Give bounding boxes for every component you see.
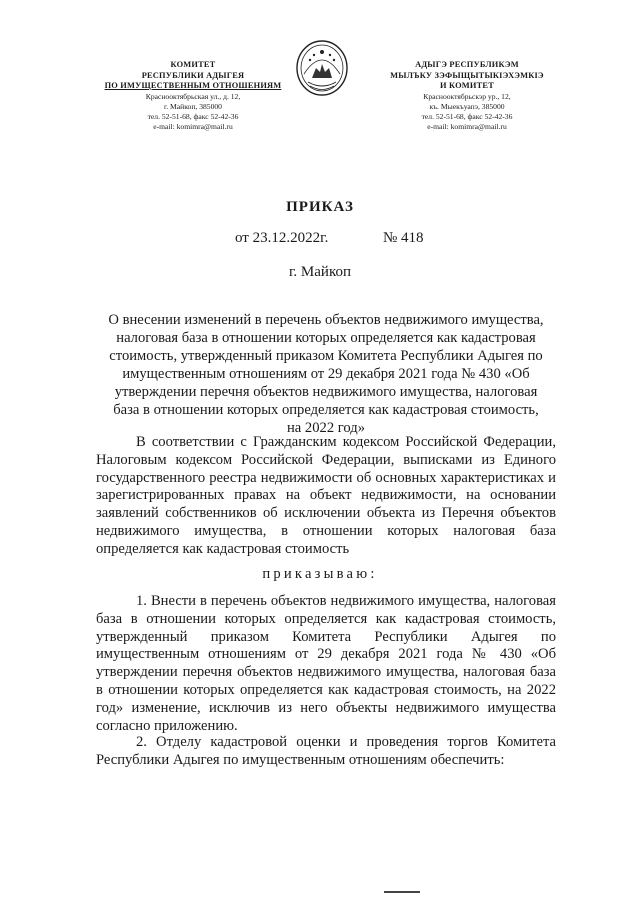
address-line: e-mail: komimra@mail.ru: [427, 121, 507, 131]
org-line: КОМИТЕТ: [170, 60, 216, 69]
org-name-ady: [362, 60, 572, 92]
address-line: e-mail: komimra@mail.ru: [153, 121, 233, 131]
letterhead-left: [88, 60, 298, 132]
org-line: АДЫГЭ РЕСПУБЛИКЭМ: [415, 60, 519, 69]
org-name-ru: [88, 60, 298, 92]
org-line: МЫЛЪКУ ЗЭФЫЩЫТЫКІЭХЭМКІЭ: [390, 70, 544, 80]
decree-word: приказываю:: [262, 566, 378, 582]
order-number: № 418: [383, 230, 424, 246]
order-city: г. Майкоп: [288, 264, 352, 280]
item-1-paragraph: 1. Внести в перечень объектов недвижимого имущества, налоговая база в отношении которых определяется как кадастровая стоимость, утвержденный приказом Комитета Республики Адыгея по имущественным отношениям от 29 декабря 2021 года № 430 «Об утверждении перечня объектов недвижимого имущества, налоговая база в отношении которых определяется как кадастровая стоимость, на 2022 год» изменение, исключив из него объекты недвижимого имущества согласно приложению.: [96, 593, 556, 734]
order-date: от 23.12.2022г.: [235, 230, 329, 246]
address-line: г. Майкоп, 385000: [164, 101, 222, 111]
coat-of-arms-emblem: [294, 38, 350, 98]
letterhead-right: [362, 60, 572, 132]
address-line: Краснооктябрьская ул., д. 12,: [145, 91, 241, 101]
org-line: ПО ИМУЩЕСТВЕННЫМ ОТНОШЕНИЯМ: [104, 81, 282, 91]
footer-mark: [384, 891, 420, 893]
address-line: къ. Мыекъуапэ, 385000: [429, 101, 505, 111]
address-line: тел. 52-51-68, факс 52-42-36: [421, 111, 513, 121]
preamble-paragraph: В соответствии с Гражданским кодексом Российской Федерации, Налоговым кодексом Российской Федерации, выписками из Единого государственного реестра недвижимости об основных характеристиках и зарегистрированных правах на объект недвижимости, на основании заявлений собственников об исключении объекта из Перечня объектов недвижимого имущества, в отношении которых налоговая база определяется как кадастровая стоимость: [96, 434, 556, 557]
org-line: РЕСПУБЛИКИ АДЫГЕЯ: [141, 70, 245, 80]
item-2-paragraph: 2. Отделу кадастровой оценки и проведения торгов Комитета Республики Адыгея по имущественным отношениям обеспечить:: [96, 734, 556, 768]
address-line: тел. 52-51-68, факс 52-42-36: [147, 111, 239, 121]
document-title: ПРИКАЗ: [286, 199, 354, 215]
address-ady: [362, 92, 572, 132]
order-subject: О внесении изменений в перечень объектов недвижимого имущества, налоговая база в отношении которых определяется как кадастровая стоимость, утвержденный приказом Комитета Республики Адыгея по имущественным отношениям от 29 декабря 2021 года № 430 «Об утверждении перечня объектов недвижимого имущества, налоговая база в отношении которых определяется как кадастровая стоимость, на 2022 год»: [108, 312, 544, 436]
org-line: И КОМИТЕТ: [440, 81, 494, 91]
address-line: Краснооктябрьскэр ур., 12,: [423, 91, 511, 101]
address-ru: [88, 92, 298, 132]
